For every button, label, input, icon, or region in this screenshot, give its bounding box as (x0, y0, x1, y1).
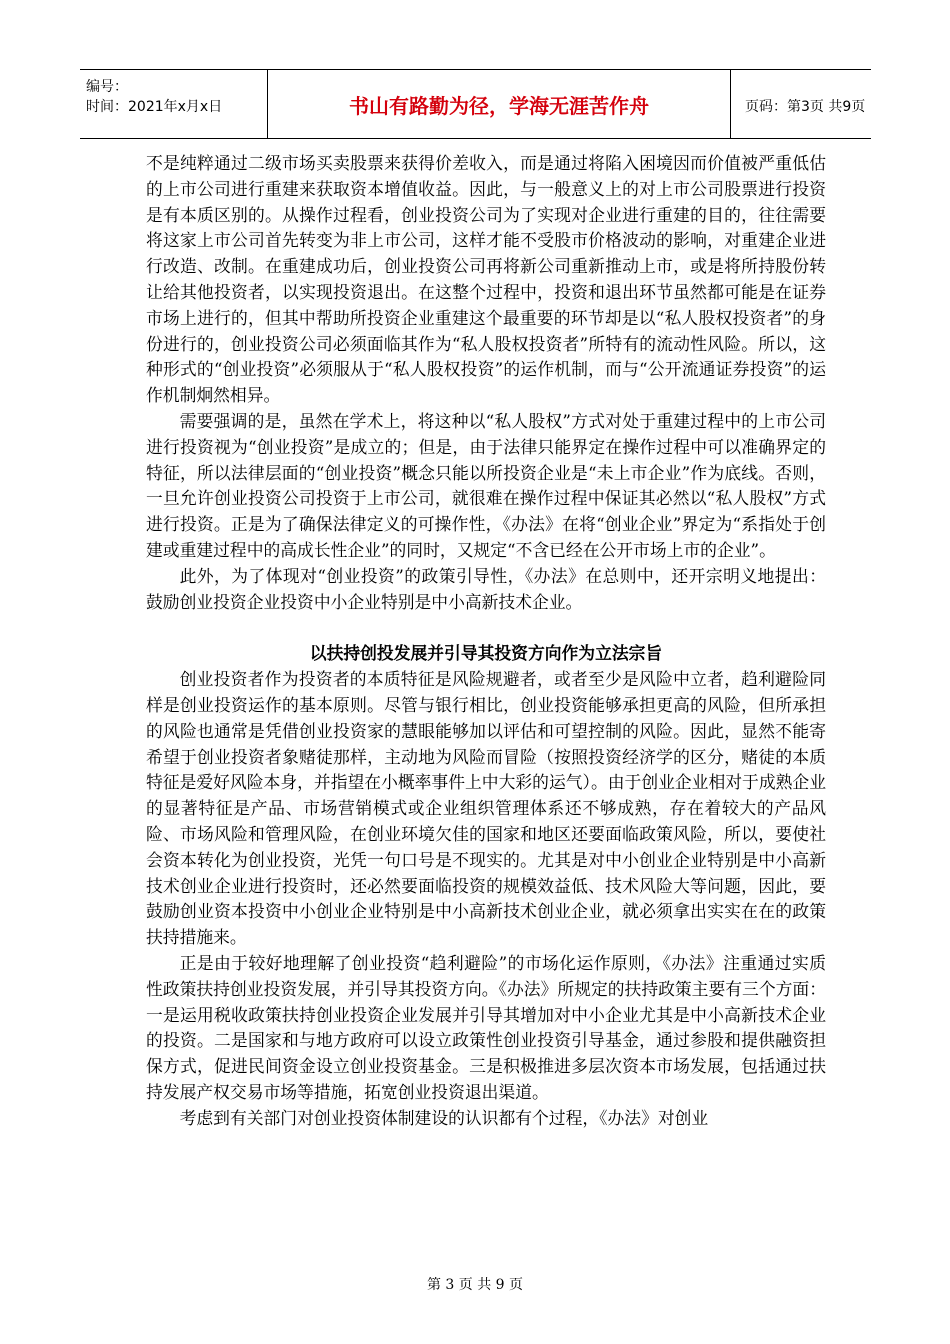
header-motto-cell (268, 70, 731, 138)
paragraph: 此外，为了体现对“创业投资”的政策引导性，《办法》在总则中，还开宗明义地提出：鼓励创业投资企业投资中小企业特别是中小高新技术企业。 (146, 565, 826, 612)
paragraph: 需要强调的是，虽然在学术上，将这种以“私人股权”方式对处于重建过程中的上市公司进行投资视为“创业投资”是成立的；但是，由于法律只能界定在操作过程中可以准确界定的特征，所以法律层面的“创业投资”概念只能以所投资企业是“未上市企业”作为底线。否则，一旦允许创业投资公司投资于上市公司，就很难在操作过程中保证其必然以“私人股权”方式进行投资。正是为了确保法律定义的可操作性，《办法》在将“创业企业”界定为“系指处于创建或重建过程中的高成长性企业”的同时，又规定“不含已经在公开市场上市的企业”。 (146, 410, 826, 560)
paragraph-spacer (146, 615, 826, 641)
paragraph: 创业投资者作为投资者的本质特征是风险规避者，或者至少是风险中立者，趋利避险同样是创业投资运作的基本原则。尽管与银行相比，创业投资能够承担更高的风险，但所承担的风险也通常是凭借创业投资家的慧眼能够加以评估和可望控制的风险。因此，显然不能寄希望于创业投资者象赌徒那样，主动地为风险而冒险（按照投资经济学的区分，赌徒的本质特征是爱好风险本身，并指望在小概率事件上中大彩的运气）。由于创业企业相对于成熟企业的显著特征是产品、市场营销模式或企业组织管理体系还不够成熟，存在着较大的产品风险、市场风险和管理风险，在创业环境欠佳的国家和地区还要面临政策风险，所以，要使社会资本转化为创业投资，光凭一句口号是不现实的。尤其是对中小创业企业特别是中小高新技术创业企业进行投资时，还必然要面临投资的规模效益低、技术风险大等问题，因此，要鼓励创业资本投资中小创业企业特别是中小高新技术创业企业，就必须拿出实实在在的政策扶持措施来。 (146, 669, 826, 948)
header-meta-cell (80, 70, 268, 138)
paragraph: 考虑到有关部门对创业投资体制建设的认识都有个过程，《办法》对创业 (179, 1107, 709, 1128)
section-heading: 以扶持创投发展并引导其投资方向作为立法宗旨 (309, 643, 663, 664)
paragraph: 正是由于较好地理解了创业投资“趋利避险”的市场化运作原则，《办法》注重通过实质性政策扶持创业投资发展，并引导其投资方向。《办法》所规定的扶持政策主要有三个方面：一是运用税收政策扶持创业投资企业发展并引导其增加对中小企业尤其是中小高新技术企业的投资。二是国家和与地方政府可以设立政策性创业投资引导基金，通过参股和提供融资担保方式，促进民间资金设立创业投资基金。三是积极推进多层次资本市场发展，包括通过扶持发展产权交易市场等措施，拓宽创业投资退出渠道。 (146, 952, 826, 1102)
paragraph-continued: 不是纯粹通过二级市场买卖股票来获得价差收入，而是通过将陷入困境因而价值被严重低估的上市公司进行重建来获取资本增值收益。因此，与一般意义上的对上市公司股票进行投资是有本质区别的。从操作过程看，创业投资公司为了实现对企业进行重建的目的，往往需要将这家上市公司首先转变为非上市公司，这样才能不受股市价格波动的影响，对重建企业进行改造、改制。在重建成功后，创业投资公司再将新公司重新推动上市，或是将所持股份转让给其他投资者，以实现投资退出。在这整个过程中，投资和退出环节虽然都可能是在证券市场上进行的，但其中帮助所投资企业重建这个最重要的环节却是以“私人股权投资者”的身份进行的，创业投资公司必须面临其作为“私人股权投资者”所特有的流动性风险。所以，这种形式的“创业投资”必须服从于“私人股权投资”的运作机制，而与“公开流通证券投资”的运作机制炯然相异。 (146, 153, 826, 406)
document-number-label: 编号： (86, 79, 128, 95)
page-footer: 第 3 页 共 9 页 (426, 1277, 524, 1293)
header-page-code: 页码：第3页 共9页 (745, 99, 866, 115)
document-time-label: 时间：2021年x月x日 (86, 99, 223, 115)
header-motto: 书山有路勤为径，学海无涯苦作舟 (349, 94, 649, 118)
document-body (146, 151, 826, 1131)
header-page-cell (731, 70, 871, 138)
page-header (80, 69, 871, 139)
